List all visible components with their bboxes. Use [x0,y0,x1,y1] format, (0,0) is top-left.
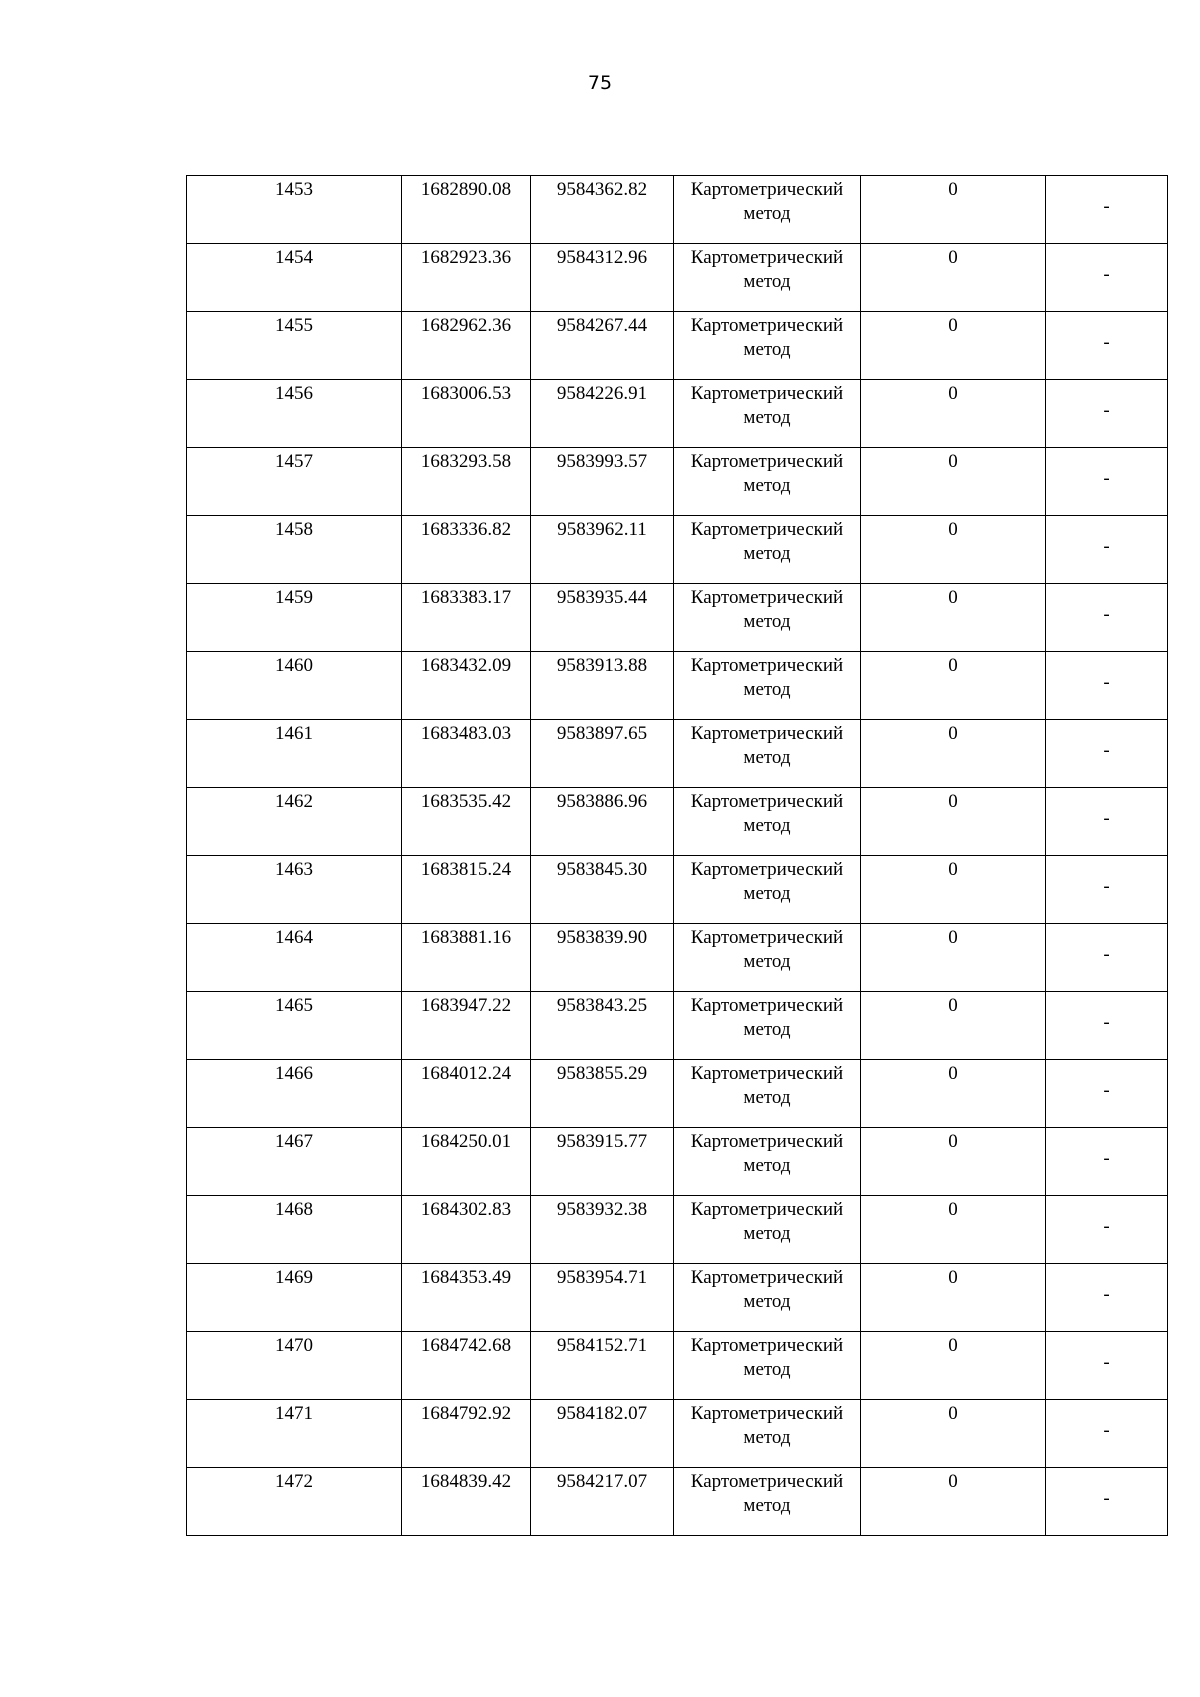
x-coordinate-cell [402,1196,531,1264]
point-number-cell [187,1060,402,1128]
y-coordinate-cell [531,1128,674,1196]
table-row [187,992,1168,1060]
note-cell [1046,244,1168,312]
method-cell-text: Картометрический метод [690,1335,844,1380]
y-coordinate-cell-text: 9583962.11 [557,519,647,540]
note-cell-text: - [1103,195,1110,217]
error-cell-text: 0 [948,315,958,336]
y-coordinate-cell [531,1400,674,1468]
method-cell [674,312,861,380]
point-number-cell-text: 1459 [275,587,313,608]
point-number-cell [187,788,402,856]
note-cell-text: - [1103,1351,1110,1373]
note-cell-text: - [1103,1147,1110,1169]
method-cell-text: Картометрический метод [690,1403,844,1448]
error-cell-text: 0 [948,451,958,472]
x-coordinate-cell-text: 1682890.08 [420,179,512,200]
table-row [187,448,1168,516]
error-cell [861,788,1046,856]
x-coordinate-cell [402,584,531,652]
table-row [187,924,1168,992]
x-coordinate-cell-text: 1683336.82 [420,519,512,540]
error-cell [861,1468,1046,1536]
note-cell [1046,584,1168,652]
point-number-cell [187,1332,402,1400]
note-cell-text: - [1103,535,1110,557]
error-cell-text: 0 [948,723,958,744]
point-number-cell [187,312,402,380]
error-cell [861,1128,1046,1196]
y-coordinate-cell-text: 9583897.65 [556,723,648,744]
note-cell [1046,1196,1168,1264]
error-cell-text: 0 [948,1131,958,1152]
method-cell [674,380,861,448]
y-coordinate-cell-text: 9584152.71 [556,1335,648,1356]
note-cell-text: - [1103,943,1110,965]
method-cell-text: Картометрический метод [690,383,844,428]
y-coordinate-cell [531,380,674,448]
error-cell [861,1332,1046,1400]
x-coordinate-cell [402,1264,531,1332]
table-row [187,244,1168,312]
table-row [187,176,1168,244]
point-number-cell-text: 1460 [275,655,313,676]
x-coordinate-cell-text: 1684353.49 [420,1267,512,1288]
method-cell-text: Картометрический метод [690,451,844,496]
method-cell [674,856,861,924]
note-cell [1046,516,1168,584]
y-coordinate-cell [531,448,674,516]
x-coordinate-cell [402,924,531,992]
note-cell [1046,720,1168,788]
method-cell [674,176,861,244]
table-row [187,1264,1168,1332]
error-cell-text: 0 [948,995,958,1016]
method-cell [674,992,861,1060]
note-cell [1046,380,1168,448]
x-coordinate-cell-text: 1683006.53 [420,383,512,404]
point-number-cell [187,856,402,924]
point-number-cell-text: 1463 [275,859,313,880]
error-cell-text: 0 [948,1403,958,1424]
note-cell-text: - [1103,399,1110,421]
x-coordinate-cell-text: 1683432.09 [420,655,512,676]
error-cell [861,584,1046,652]
method-cell-text: Картометрический метод [690,1199,844,1244]
y-coordinate-cell [531,720,674,788]
point-number-cell-text: 1464 [275,927,313,948]
method-cell-text: Картометрический метод [690,1131,844,1176]
error-cell [861,312,1046,380]
y-coordinate-cell-text: 9583855.29 [556,1063,648,1084]
point-number-cell [187,516,402,584]
method-cell [674,720,861,788]
method-cell [674,1264,861,1332]
point-number-cell-text: 1462 [275,791,313,812]
y-coordinate-cell [531,1196,674,1264]
error-cell [861,244,1046,312]
error-cell [861,176,1046,244]
y-coordinate-cell-text: 9583913.88 [556,655,648,676]
y-coordinate-cell [531,652,674,720]
method-cell-text: Картометрический метод [690,655,844,700]
error-cell-text: 0 [948,859,958,880]
error-cell [861,1400,1046,1468]
method-cell [674,652,861,720]
point-number-cell-text: 1458 [275,519,313,540]
point-number-cell-text: 1465 [275,995,313,1016]
point-number-cell-text: 1471 [275,1403,313,1424]
point-number-cell [187,992,402,1060]
point-number-cell-text: 1469 [275,1267,313,1288]
error-cell-text: 0 [948,179,958,200]
method-cell-text: Картометрический метод [690,723,844,768]
table-row [187,1468,1168,1536]
note-cell [1046,312,1168,380]
method-cell [674,1196,861,1264]
point-number-cell [187,1128,402,1196]
note-cell [1046,1332,1168,1400]
x-coordinate-cell [402,992,531,1060]
note-cell-text: - [1103,1487,1110,1509]
method-cell [674,924,861,992]
table-row [187,380,1168,448]
error-cell-text: 0 [948,927,958,948]
point-number-cell [187,1400,402,1468]
error-cell-text: 0 [948,519,958,540]
y-coordinate-cell-text: 9583886.96 [556,791,648,812]
point-number-cell-text: 1457 [275,451,313,472]
x-coordinate-cell [402,1468,531,1536]
note-cell-text: - [1103,671,1110,693]
point-number-cell-text: 1467 [275,1131,313,1152]
point-number-cell [187,1468,402,1536]
y-coordinate-cell [531,584,674,652]
note-cell-text: - [1103,1079,1110,1101]
x-coordinate-cell [402,1128,531,1196]
point-number-cell [187,584,402,652]
point-number-cell-text: 1454 [275,247,313,268]
x-coordinate-cell-text: 1683383.17 [420,587,512,608]
method-cell-text: Картометрический метод [690,1063,844,1108]
error-cell [861,1264,1046,1332]
y-coordinate-cell-text: 9584217.07 [556,1471,648,1492]
error-cell [861,380,1046,448]
method-cell-text: Картометрический метод [690,247,844,292]
note-cell-text: - [1103,1283,1110,1305]
y-coordinate-cell [531,176,674,244]
point-number-cell [187,176,402,244]
x-coordinate-cell [402,1060,531,1128]
note-cell [1046,1264,1168,1332]
x-coordinate-cell [402,312,531,380]
error-cell-text: 0 [948,247,958,268]
table-row [187,584,1168,652]
note-cell-text: - [1103,1215,1110,1237]
point-number-cell [187,652,402,720]
x-coordinate-cell [402,244,531,312]
y-coordinate-cell [531,992,674,1060]
method-cell-text: Картометрический метод [690,179,844,224]
x-coordinate-cell-text: 1684302.83 [420,1199,512,1220]
method-cell [674,516,861,584]
error-cell [861,652,1046,720]
error-cell-text: 0 [948,1471,958,1492]
x-coordinate-cell-text: 1684250.01 [420,1131,512,1152]
method-cell-text: Картометрический метод [690,1267,844,1312]
y-coordinate-cell-text: 9584267.44 [556,315,648,336]
error-cell-text: 0 [948,791,958,812]
x-coordinate-cell-text: 1683947.22 [420,995,512,1016]
note-cell-text: - [1103,467,1110,489]
method-cell [674,1128,861,1196]
error-cell-text: 0 [948,383,958,404]
method-cell [674,584,861,652]
note-cell-text: - [1103,1419,1110,1441]
x-coordinate-cell [402,652,531,720]
table-row [187,312,1168,380]
point-number-cell-text: 1472 [275,1471,313,1492]
x-coordinate-cell [402,516,531,584]
point-number-cell-text: 1453 [275,179,313,200]
point-number-cell [187,1264,402,1332]
x-coordinate-cell-text: 1684839.42 [420,1471,512,1492]
note-cell-text: - [1103,739,1110,761]
y-coordinate-cell [531,1468,674,1536]
error-cell [861,924,1046,992]
point-number-cell [187,380,402,448]
point-number-cell [187,1196,402,1264]
note-cell [1046,1128,1168,1196]
note-cell-text: - [1103,331,1110,353]
x-coordinate-cell-text: 1683815.24 [420,859,512,880]
y-coordinate-cell-text: 9583845.30 [556,859,648,880]
method-cell-text: Картометрический метод [690,519,844,564]
point-number-cell-text: 1466 [275,1063,313,1084]
y-coordinate-cell-text: 9583954.71 [556,1267,648,1288]
y-coordinate-cell [531,1060,674,1128]
table-row [187,788,1168,856]
error-cell-text: 0 [948,587,958,608]
method-cell [674,448,861,516]
error-cell [861,720,1046,788]
y-coordinate-cell-text: 9583932.38 [556,1199,648,1220]
x-coordinate-cell-text: 1683483.03 [420,723,512,744]
x-coordinate-cell [402,856,531,924]
note-cell-text: - [1103,875,1110,897]
y-coordinate-cell [531,1264,674,1332]
method-cell-text: Картометрический метод [690,791,844,836]
x-coordinate-cell-text: 1682962.36 [420,315,512,336]
x-coordinate-cell [402,720,531,788]
x-coordinate-cell [402,1332,531,1400]
x-coordinate-cell-text: 1683293.58 [420,451,512,472]
method-cell-text: Картометрический метод [690,315,844,360]
note-cell [1046,176,1168,244]
coordinates-table [186,175,1168,1536]
y-coordinate-cell-text: 9584226.91 [556,383,648,404]
error-cell-text: 0 [948,1063,958,1084]
method-cell-text: Картометрический метод [690,1471,844,1516]
table-row [187,1196,1168,1264]
x-coordinate-cell [402,788,531,856]
error-cell [861,448,1046,516]
table-row [187,720,1168,788]
method-cell [674,1400,861,1468]
y-coordinate-cell-text: 9583843.25 [556,995,648,1016]
note-cell-text: - [1103,603,1110,625]
error-cell [861,1196,1046,1264]
note-cell [1046,788,1168,856]
y-coordinate-cell [531,516,674,584]
table-row [187,652,1168,720]
x-coordinate-cell-text: 1684012.24 [420,1063,512,1084]
point-number-cell-text: 1461 [275,723,313,744]
y-coordinate-cell [531,1332,674,1400]
method-cell-text: Картометрический метод [690,587,844,632]
page-number: 75 [587,72,613,94]
point-number-cell [187,448,402,516]
note-cell-text: - [1103,807,1110,829]
note-cell [1046,992,1168,1060]
error-cell-text: 0 [948,655,958,676]
y-coordinate-cell [531,924,674,992]
note-cell-text: - [1103,263,1110,285]
x-coordinate-cell-text: 1682923.36 [420,247,512,268]
table-row [187,1400,1168,1468]
x-coordinate-cell-text: 1683535.42 [420,791,512,812]
x-coordinate-cell [402,380,531,448]
y-coordinate-cell-text: 9583915.77 [556,1131,648,1152]
table-body [187,176,1168,1536]
error-cell [861,516,1046,584]
point-number-cell [187,720,402,788]
point-number-cell-text: 1455 [275,315,313,336]
error-cell [861,856,1046,924]
table-row [187,516,1168,584]
y-coordinate-cell-text: 9583839.90 [556,927,648,948]
error-cell-text: 0 [948,1267,958,1288]
method-cell [674,1468,861,1536]
method-cell-text: Картометрический метод [690,995,844,1040]
note-cell [1046,1060,1168,1128]
x-coordinate-cell [402,448,531,516]
point-number-cell [187,924,402,992]
note-cell [1046,1400,1168,1468]
note-cell-text: - [1103,1011,1110,1033]
note-cell [1046,1468,1168,1536]
method-cell-text: Картометрический метод [690,859,844,904]
note-cell [1046,856,1168,924]
note-cell [1046,448,1168,516]
error-cell [861,992,1046,1060]
point-number-cell [187,244,402,312]
y-coordinate-cell [531,856,674,924]
y-coordinate-cell [531,788,674,856]
note-cell [1046,924,1168,992]
note-cell [1046,652,1168,720]
method-cell [674,788,861,856]
y-coordinate-cell-text: 9584312.96 [556,247,648,268]
y-coordinate-cell [531,312,674,380]
y-coordinate-cell [531,244,674,312]
error-cell [861,1060,1046,1128]
table-row [187,856,1168,924]
table-row [187,1332,1168,1400]
x-coordinate-cell-text: 1684792.92 [420,1403,512,1424]
table-row [187,1128,1168,1196]
x-coordinate-cell [402,1400,531,1468]
y-coordinate-cell-text: 9584182.07 [556,1403,648,1424]
point-number-cell-text: 1468 [275,1199,313,1220]
y-coordinate-cell-text: 9583935.44 [556,587,648,608]
x-coordinate-cell [402,176,531,244]
method-cell [674,1332,861,1400]
x-coordinate-cell-text: 1684742.68 [420,1335,512,1356]
error-cell-text: 0 [948,1335,958,1356]
method-cell [674,244,861,312]
point-number-cell-text: 1456 [275,383,313,404]
y-coordinate-cell-text: 9584362.82 [556,179,648,200]
table-row [187,1060,1168,1128]
error-cell-text: 0 [948,1199,958,1220]
method-cell [674,1060,861,1128]
point-number-cell-text: 1470 [275,1335,313,1356]
method-cell-text: Картометрический метод [690,927,844,972]
x-coordinate-cell-text: 1683881.16 [420,927,512,948]
y-coordinate-cell-text: 9583993.57 [556,451,648,472]
